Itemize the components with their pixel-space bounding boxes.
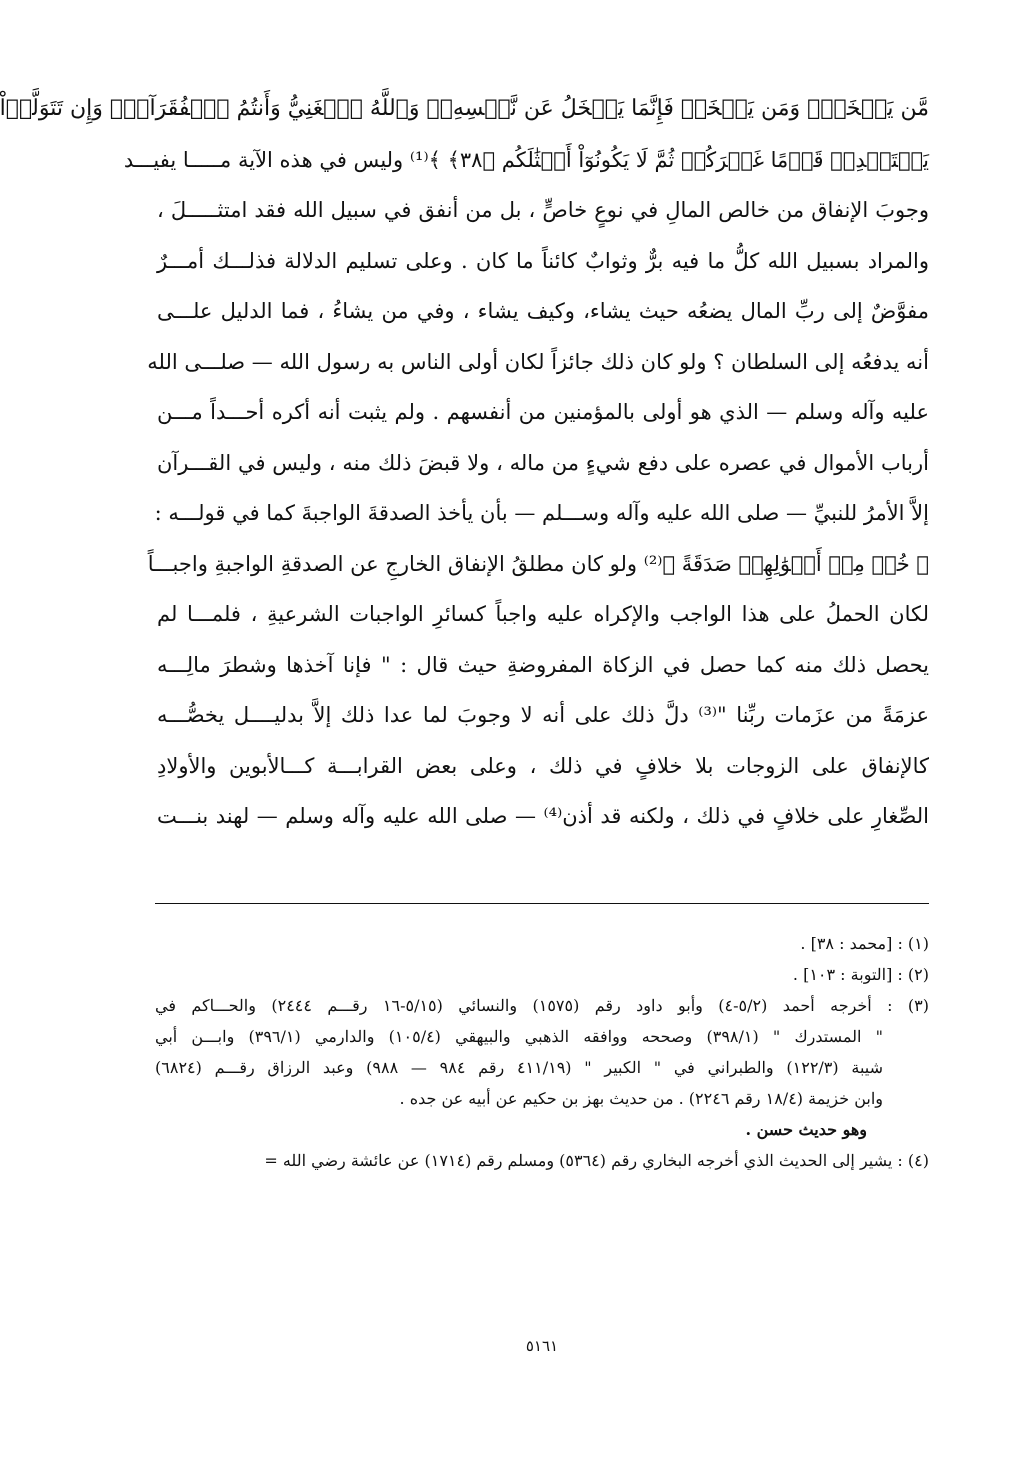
text-line: يحصل ذلك منه كما حصل في الزكاة المفروضةِ حيث قال : " فإنا آخذها وشطرَ مالِـــه	[157, 652, 929, 677]
text-line: مفوَّضٌ إلى ربِّ المال يضعُه حيث يشاء، وكيف يشاء ، وفي من يشاءُ ، فما الدليل علـــى	[157, 299, 929, 323]
text-line: عليه وآله وسلم — الذي هو أولى بالمؤمنين من أنفسهم . ولم يثبت أنه أكره أحـــداً مـــن	[157, 400, 929, 424]
text-line: ﴿ خُذۡ مِنۡ أَمۡوَٰلِهِمۡ صَدَقَةً ﴾⁽²⁾ ولو كان مطلقُ الإنفاق الخارجِ عن الصدقةِ الواجبةِ واجبـــاً	[147, 551, 929, 576]
footnote-4: (٤) : يشير إلى الحديث الذي أخرجه البخاري رقم (٥٣٦٤) ومسلم رقم (١٧١٤) عن عائشة رضي الله =	[264, 1151, 929, 1170]
footnote-divider	[155, 903, 929, 904]
text-line: لكان الحملُ على هذا الواجب والإكراه عليه واجباً كسائرِ الواجبات الشرعيةِ ، فلمـــا لم	[157, 602, 929, 626]
footnote-3-continued: شيبة (١٢٢/٣) والطبراني في " الكبير " (٤١١/١٩ رقم ٩٨٤ — ٩٨٨) وعبد الرزاق رقـــم (٦٨٢٤)	[155, 1058, 884, 1077]
text-line: أرباب الأموال في عصره على دفع شيءٍ من ماله ، ولا قبضَ ذلك منه ، وليس في القـــرآن	[157, 450, 929, 475]
text-line: أنه يدفعُه إلى السلطان ؟ ولو كان ذلك جائزاً لكان أولى الناس به رسول الله — صلـــى الله	[147, 349, 929, 374]
text-line: والمراد بسبيل الله كلُّ ما فيه برٌّ وثوابٌ كائناً ما كان . وعلى تسليم الدلالة فذلـــك أمـــرٌ	[157, 248, 929, 273]
footnote-3: (٣) : أخرجه أحمد (٥/٢-٤) وأبو داود رقم (١٥٧٥) والنسائي (٥/١٥-١٦ رقـــم ٢٤٤٤) والحـــاكم في	[155, 996, 930, 1015]
footnote-3-continued: وابن خزيمة (١٨/٤ رقم ٢٢٤٦) . من حديث بهز بن حكيم عن أبيه عن جده .	[399, 1089, 883, 1108]
footnotes-block	[155, 928, 929, 1176]
main-text-block	[0, 84, 929, 842]
text-line: كالإنفاق على الزوجات بلا خلافٍ في ذلك ، وعلى بعض القرابـــة كـــالأبوين والأولادِ	[157, 753, 929, 778]
footnote-3-grade: وهو حديث حسن .	[745, 1120, 867, 1139]
text-line: وجوبَ الإنفاق من خالص المالِ في نوعٍ خاصٍّ ، بل من أنفق في سبيل الله فقد امتثـــــلَ ،	[157, 198, 929, 222]
text-line: مَّن يَبۡخَلُۖ وَمَن يَبۡخَلۡ فَإِنَّمَا يَبۡخَلُ عَن نَّفۡسِهِۦۚ وَٱللَّهُ ٱلۡغَنِيُّ وَأَنتُمُ ٱلۡفُقَرَآءُۚ وَإِن تَتَوَلَّوۡاْ	[0, 96, 929, 121]
text-line: عزمَةً من عزَمات ربِّنا "⁽³⁾ دلَّ ذلك على أنه لا وجوبَ لما عدا ذلك إلاَّ بدليــــل يخصُّـــه	[157, 703, 929, 727]
text-line: إلاَّ الأمرُ للنبيِّ — صلى الله عليه وآله وســـلم — بأن يأخذ الصدقةَ الواجبةَ كما في قولـــه :	[154, 501, 929, 525]
main-paragraph	[0, 84, 929, 842]
footnote-3-continued: " المستدرك " (٣٩٨/١) وصححه ووافقه الذهبي والبيهقي (١٠٥/٤) والدارمي (٣٩٦/١) وابـــن أبي	[155, 1027, 884, 1046]
footnote-2: (٢) : [التوبة : ١٠٣] .	[792, 965, 929, 984]
text-line: يَسۡتَبۡدِلۡ قَوۡمًا غَيۡرَكُمۡ ثُمَّ لَا يَكُونُوٓاْ أَمۡثَٰلَكُم ﴿٣٨﴾ ﴾⁽¹⁾ وليس في هذه الآية مـــــا يفيـــد	[123, 147, 929, 172]
footnote-1: (١) : [محمد : ٣٨] .	[800, 934, 929, 953]
text-line: الصِّغارِ على خلافٍ في ذلك ، ولكنه قد أذن⁽⁴⁾ — صلى الله عليه وآله وسلم — لهند بنـــت	[157, 804, 929, 828]
page-number: ٥١٦١	[525, 1337, 559, 1355]
